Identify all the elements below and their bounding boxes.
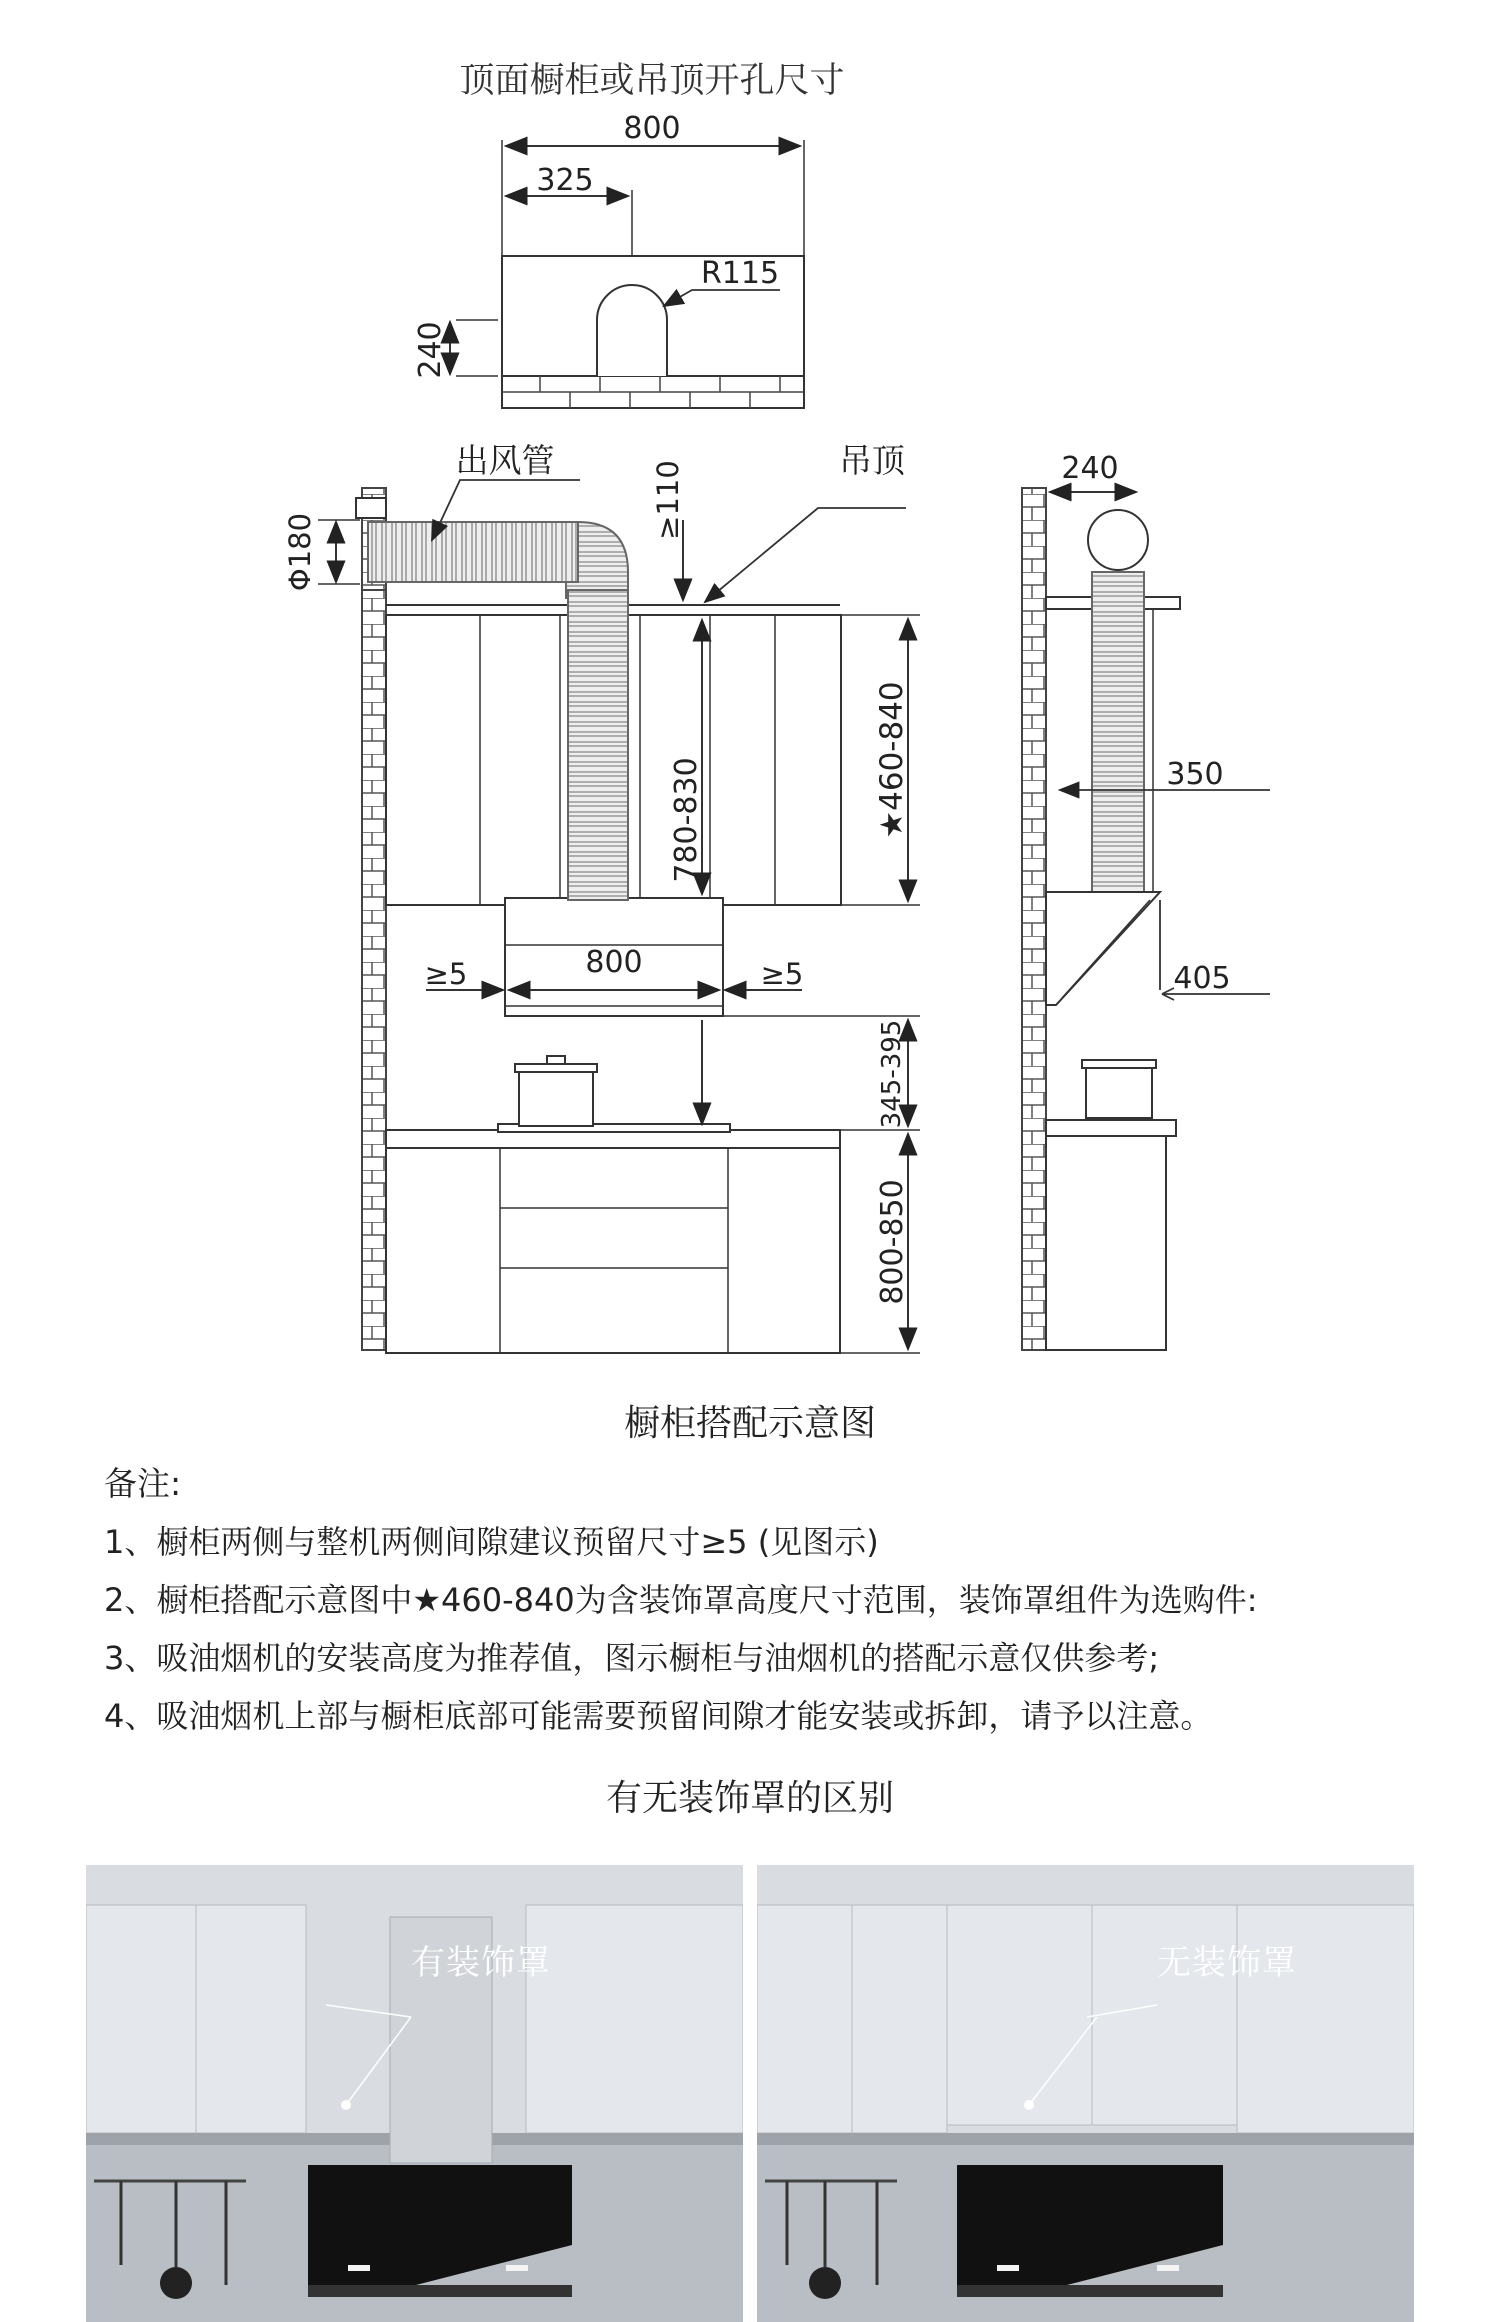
dim-label-240-side: 240: [1061, 451, 1119, 486]
exhaust-duct-vertical: [568, 590, 628, 900]
dim-label-405: 405: [1173, 961, 1231, 996]
dim-label-800-front: 800: [585, 945, 643, 980]
note-item-4: 4、吸油烟机上部与橱柜底部可能需要预留间隙才能安装或拆卸，请予以注意。: [104, 1697, 1213, 1735]
kitchen-illustration-right: [757, 1865, 1414, 2322]
callout-without-cover: 无装饰罩: [1157, 1943, 1297, 1983]
dim-label-180: Φ180: [283, 512, 317, 592]
dim-label-gap-right: ≥5: [760, 957, 804, 991]
duct-circle-side: [1088, 510, 1148, 570]
dim-label-350: 350: [1166, 757, 1224, 792]
exhaust-duct-horizontal: [368, 522, 580, 582]
notes-block: [104, 1455, 1444, 1745]
front-view: [318, 480, 920, 1353]
duct-side: [1092, 572, 1144, 892]
dim-label-325: 325: [536, 163, 594, 198]
comparison-title: 有无装饰罩的区别: [605, 1778, 894, 1819]
note-item-3: 3、吸油烟机的安装高度为推荐值，图示橱柜与油烟机的搭配示意仅供参考;: [104, 1639, 1160, 1677]
dim-label-gap-left: ≥5: [424, 957, 468, 991]
diagram-caption: 橱柜搭配示意图: [623, 1403, 876, 1444]
dim-label-240-top: 240: [413, 321, 448, 379]
dim-label-110: ≥110: [651, 460, 685, 540]
note-item-1: 1、橱柜两侧与整机两侧间隙建议预留尺寸≥5 (见图示): [104, 1523, 879, 1561]
callout-with-cover: 有装饰罩: [411, 1943, 551, 1983]
photo-with-cover: [86, 1865, 743, 2322]
dim-label-r115: R115: [700, 256, 780, 291]
label-duct: 出风管: [455, 441, 555, 480]
side-view: [1022, 488, 1270, 1350]
dim-label-800-top: 800: [623, 111, 681, 146]
top-view-title: 顶面橱柜或吊顶开孔尺寸: [459, 61, 845, 101]
dim-label-800-850: 800-850: [875, 1179, 910, 1305]
base-cabinet: [386, 1148, 840, 1353]
dim-label-460-840: ★460-840: [874, 681, 910, 839]
pot: [519, 1070, 593, 1126]
duct-opening: [597, 285, 667, 376]
dim-label-780-830: 780-830: [669, 757, 704, 883]
brick-wall-left: [362, 590, 386, 1350]
note-item-2: 2、橱柜搭配示意图中★460-840为含装饰罩高度尺寸范围，装饰罩组件为选购件:: [104, 1581, 1258, 1619]
notes-heading: 备注:: [104, 1464, 182, 1503]
brick-wall-side: [1022, 488, 1046, 1350]
label-ceiling: 吊顶: [839, 441, 905, 480]
kitchen-illustration-left: [86, 1865, 743, 2322]
dim-label-345-395: 345-395: [877, 1019, 907, 1129]
photo-without-cover: [757, 1865, 1414, 2322]
